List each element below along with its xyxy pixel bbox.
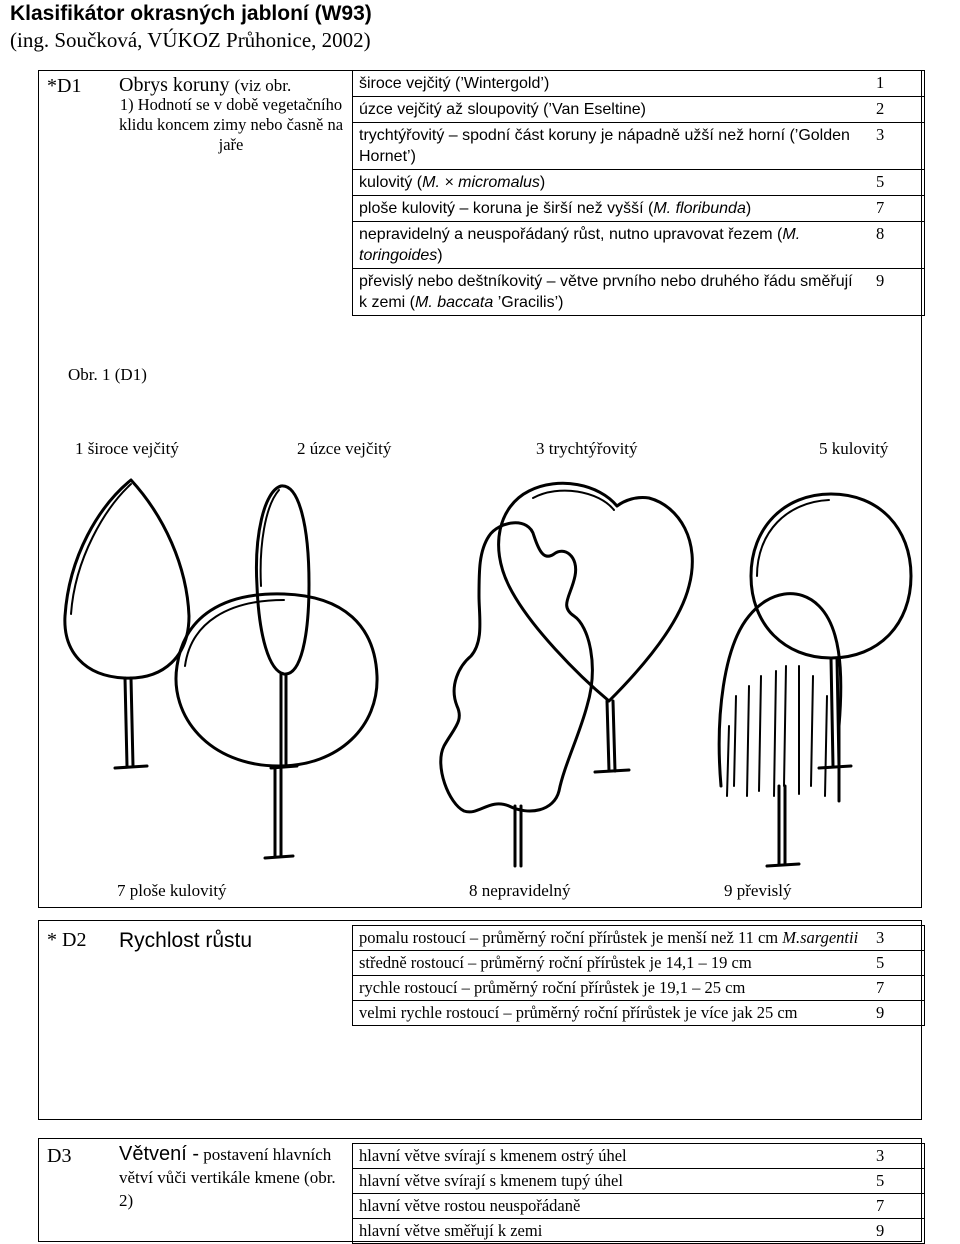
option-text: hlavní větve rostou neuspořádaně [353, 1194, 871, 1219]
option-value: 7 [870, 196, 925, 222]
option-text: hlavní větve svírají s kmenem tupý úhel [353, 1169, 871, 1194]
caption-2: 2 úzce vejčitý [297, 439, 392, 458]
option-value: 5 [870, 1169, 925, 1194]
option-value: 3 [870, 123, 925, 170]
option-text: hlavní větve směřují k zemi [353, 1219, 871, 1244]
option-value: 3 [870, 926, 925, 951]
d2-heading: Rychlost růstu [119, 929, 253, 952]
table-row [353, 97, 925, 123]
option-text: kulovitý (M. × micromalus) [353, 170, 871, 196]
tree-shapes-figure [39, 466, 923, 876]
table-row [353, 222, 925, 269]
caption-3: 3 trychtýřovitý [536, 439, 638, 458]
option-value: 5 [870, 170, 925, 196]
option-value: 1 [870, 71, 925, 97]
d1-heading-text: Obrys koruny [119, 74, 230, 96]
option-text: ploše kulovitý – koruna je širší než vyšší (M. floribunda) [353, 196, 871, 222]
tree-irregular-drawing [441, 523, 593, 866]
option-text: středně rostoucí – průměrný roční přírůstek je 14,1 – 19 cm [353, 951, 871, 976]
d3-heading-text: Větvení - [119, 1143, 200, 1165]
table-row [353, 951, 925, 976]
table-row [353, 170, 925, 196]
d2-options-table [352, 925, 925, 1026]
option-value: 7 [870, 976, 925, 1001]
d1-note: 1) Hodnotí se v době vegetačního klidu koncem zimy nebo časně na jaře [118, 95, 344, 154]
figure-label: Obr. 1 (D1) [68, 365, 147, 384]
d3-heading [119, 1143, 349, 1212]
table-row [353, 976, 925, 1001]
tree-narrow-ovate-drawing [256, 486, 309, 768]
option-value: 8 [870, 222, 925, 269]
document-subtitle: (ing. Součková, VÚKOZ Průhonice, 2002) [10, 28, 371, 52]
option-text: pomalu rostoucí – průměrný roční přírůstek je menší než 11 cm M.sargentii [353, 926, 871, 951]
option-value: 9 [870, 1001, 925, 1026]
d2-code: * D2 [47, 929, 87, 951]
option-text: hlavní větve svírají s kmenem ostrý úhel [353, 1144, 871, 1169]
table-row [353, 926, 925, 951]
table-row [353, 269, 925, 316]
document-title: Klasifikátor okrasných jabloní (W93) [10, 2, 372, 25]
d1-heading-note: (viz obr. [234, 76, 292, 95]
option-value: 9 [870, 1219, 925, 1244]
table-row [353, 1144, 925, 1169]
d3-options-table [352, 1143, 925, 1244]
option-value: 2 [870, 97, 925, 123]
table-row [353, 1169, 925, 1194]
caption-5: 5 kulovitý [819, 439, 889, 458]
table-row [353, 1001, 925, 1026]
table-row [353, 71, 925, 97]
table-row [353, 123, 925, 170]
caption-9: 9 převislý [724, 881, 792, 900]
option-value: 5 [870, 951, 925, 976]
option-value: 3 [870, 1144, 925, 1169]
table-row [353, 196, 925, 222]
table-row [353, 1194, 925, 1219]
tree-broad-ovate-drawing [65, 480, 189, 768]
option-text: převislý nebo deštníkovitý – větve prvního nebo druhého řádu směřují k zemi (M. baccata ’Gracilis’) [353, 269, 871, 316]
option-text: velmi rychle rostoucí – průměrný roční přírůstek je více jak 25 cm [353, 1001, 871, 1026]
tree-flat-globose-drawing [176, 594, 377, 858]
section-d1 [38, 70, 922, 908]
option-text: úzce vejčitý až sloupovitý (’Van Eseltine) [353, 97, 871, 123]
d1-code: *D1 [47, 75, 82, 97]
d3-code: D3 [47, 1145, 72, 1167]
table-row [353, 1219, 925, 1244]
option-text: nepravidelný a neuspořádaný růst, nutno upravovat řezem (M. toringoides) [353, 222, 871, 269]
caption-8: 8 nepravidelný [469, 881, 571, 900]
option-text: široce vejčitý (’Wintergold’) [353, 71, 871, 97]
option-value: 9 [870, 269, 925, 316]
section-d3 [38, 1138, 922, 1242]
caption-1: 1 široce vejčitý [75, 439, 179, 458]
option-value: 7 [870, 1194, 925, 1219]
caption-7: 7 ploše kulovitý [117, 881, 227, 900]
d1-options-table [352, 70, 925, 316]
tree-weeping-drawing [719, 594, 841, 866]
d3-heading-rest: postavení hlavních větví vůči vertikále kmene (obr. 2) [119, 1145, 336, 1210]
option-text: rychle rostoucí – průměrný roční přírůstek je 19,1 – 25 cm [353, 976, 871, 1001]
section-d2 [38, 920, 922, 1120]
option-text: trychtýřovitý – spodní část koruny je nápadně užší než horní (’Golden Hornet’) [353, 123, 871, 170]
